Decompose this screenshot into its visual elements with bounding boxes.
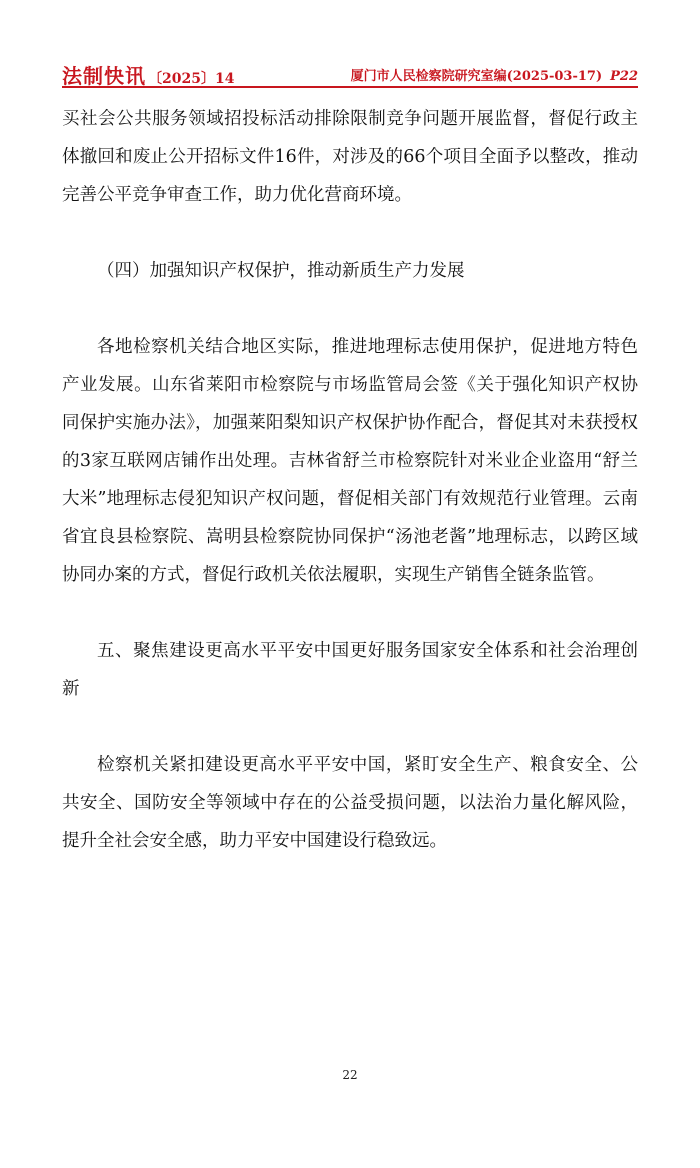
- paragraph-public-safety: 检察机关紧扣建设更高水平平安中国，紧盯安全生产、粮食安全、公共安全、国防安全等领域中存在的公益受损问题，以法治力量化解风险，提升全社会安全感，助力平安中国建设行稳致远。: [62, 755, 638, 851]
- brand-name: 法制快讯: [62, 64, 146, 88]
- page-header: [62, 60, 638, 88]
- editor-info: [351, 65, 638, 84]
- article-body: [62, 100, 638, 860]
- section-heading-4: （四）加强知识产权保护，推动新质生产力发展: [97, 261, 465, 281]
- editor-line: 厦门市人民检察院研究室编(2025-03-17): [350, 69, 603, 84]
- paragraph-continued: 买社会公共服务领域招投标活动排除限制竞争问题开展监督，督促行政主体撤回和废止公开招标文件16件，对涉及的66个项目全面予以整改，推动完善公平竞争审查工作，助力优化营商环境。: [62, 109, 638, 205]
- paragraph-ip-protection: 各地检察机关结合地区实际，推进地理标志使用保护，促进地方特色产业发展。山东省莱阳市检察院与市场监管局会签《关于强化知识产权协同保护实施办法》，加强莱阳梨知识产权保护协作配合，督促其对未获授权的3家互联网店铺作出处理。吉林省舒兰市检察院针对米业企业盗用“舒兰大米”地理标志侵犯知识产权问题，督促相关部门有效规范行业管理。云南省宜良县检察院、嵩明县检察院协同保护“汤池老酱”地理标志，以跨区域协同办案的方式，督促行政机关依法履职，实现生产销售全链条监管。: [62, 337, 638, 585]
- publication-title: [62, 60, 234, 89]
- section-heading-5: 五、聚焦建设更高水平平安中国更好服务国家安全体系和社会治理创新: [62, 641, 638, 699]
- page-reference: P22: [610, 69, 638, 84]
- issue-number: 〔2025〕14: [148, 71, 235, 87]
- page-number: 22: [342, 1068, 358, 1082]
